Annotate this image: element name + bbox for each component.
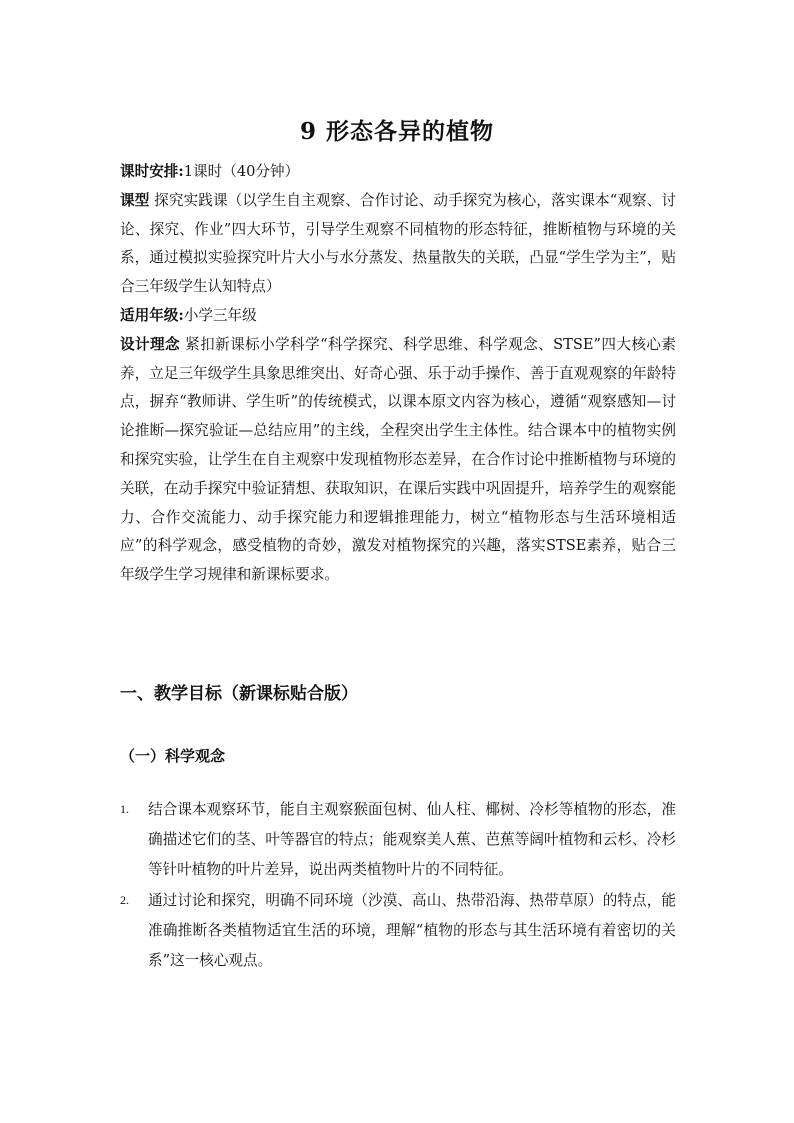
list-item — [120, 886, 676, 975]
schedule-line — [120, 158, 676, 187]
lesson-type-value: 探究实践课（以学生自主观察、合作讨论、动手探究为核心，落实课本“观察、讨论、探究、作业”四大环节，引导学生观察不同植物的形态特征，推断植物与环境的关系，通过模拟实验探究叶片大小与水分蒸发、热量散失的关联，凸显“学生学为主”，贴合三年级学生认知特点） — [120, 191, 676, 296]
page-title: 9 形态各异的植物 — [299, 118, 494, 146]
list-item-text: 通过讨论和探究，明确不同环境（沙漠、高山、热带沿海、热带草原）的特点，能准确推断各类植物适宜生活的环境，理解“植物的形态与其生活环境有着密切的关系”这一核心观点。 — [148, 892, 676, 969]
lesson-type-line — [120, 187, 676, 302]
design-concept-value: 紧扣新课标小学科学“科学探究、科学思维、科学观念、STSE”四大核心素养，立足三年级学生具象思维突出、好奇心强、乐于动手操作、善于直观观察的年龄特点，摒弃“教师讲、学生听”的传统模式，以课本原文内容为核心，遵循“观察感知—讨论推断—探究验证—总结应用”的主线，全程突出学生主体性。结合课本中的植物实例和探究实验，让学生在自主观察中发现植物形态差异，在合作讨论中推断植物与环境的关联，在动手探究中验证猜想、获取知识，在课后实践中巩固提升，培养学生的观察能力、合作交流能力、动手探究能力和逻辑推理能力，树立“植物形态与生活环境相适应”的科学观念，感受植物的奇妙，激发对植物探究的兴趣，落实STSE素养，贴合三年级学生学习规律和新课标要求。 — [120, 335, 676, 584]
schedule-label: 课时安排: — [120, 163, 184, 180]
list-item-number: 1. — [120, 802, 129, 816]
lesson-type-label: 课型 — [120, 191, 150, 209]
subsection-heading: （一）科学观念 — [120, 747, 226, 765]
grade-label: 适用年级: — [120, 306, 184, 324]
design-concept-line — [120, 331, 676, 590]
list-item-number: 2. — [120, 893, 129, 908]
list-item-text: 结合课本观察环节，能自主观察猴面包树、仙人柱、椰树、冷杉等植物的形态，准确描述它们的茎、叶等器官的特点；能观察美人蕉、芭蕉等阔叶植物和云杉、冷杉等针叶植物的叶片差异，说出两类植物叶片的不同特征。 — [148, 801, 676, 878]
objectives-list — [120, 795, 676, 978]
design-concept-label: 设计理念 — [120, 335, 181, 353]
schedule-value: 1课时（40分钟） — [183, 163, 300, 180]
list-item — [120, 795, 676, 884]
lesson-info — [120, 158, 676, 590]
section-heading: 一、教学目标（新课标贴合版） — [120, 684, 358, 704]
grade-value: 小学三年级 — [183, 306, 257, 324]
grade-line — [120, 302, 676, 331]
